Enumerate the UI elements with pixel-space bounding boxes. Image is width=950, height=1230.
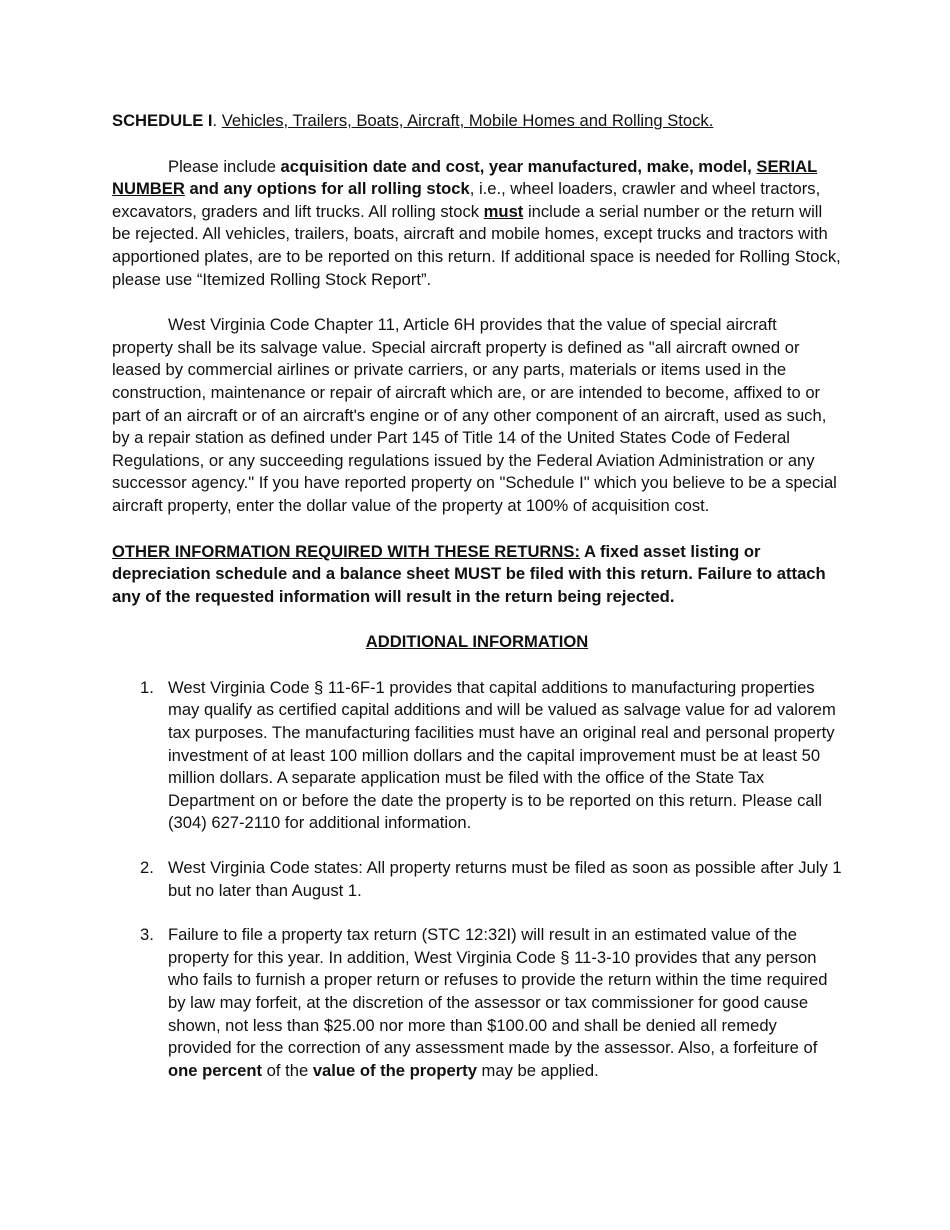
list-item-text-part: may be applied. <box>476 1060 599 1080</box>
list-item-text: West Virginia Code states: All property returns must be filed as soon as possible after July 1 but no later than August 1. <box>168 858 842 900</box>
rolling-serial-number: SERIAL NUMBER <box>112 156 818 199</box>
schedule-i-separator: . <box>212 111 222 130</box>
schedule-i-label: SCHEDULE I <box>112 111 213 130</box>
other-information-paragraph <box>112 541 842 609</box>
special-aircraft-paragraph: West Virginia Code Chapter 11, Article 6H provides that the value of special aircraft property shall be its salvage value. Special aircraft property is defined as "all aircraft owned or leased by commercial airlines or private carriers, or any parts, materials or items used in the construction, maintenance or repair of aircraft which are, or are intended to become, affixed to or part of an aircraft or of an aircraft's engine or of any other component of an aircraft, used as such, by a repair station as defined under Part 145 of Title 14 of the United States Code of Federal Regulations, or any succeeding regulations issued by the Federal Aviation Administration or any successor agency." If you have reported property on "Schedule I" which you believe to be a special aircraft property, enter the dollar value of the property at 100% of acquisition cost. <box>112 315 837 515</box>
one-percent-bold: one percent <box>168 1060 263 1080</box>
list-item <box>112 857 842 902</box>
document-page <box>112 110 842 1104</box>
value-of-property-bold: value of the property <box>312 1060 477 1080</box>
additional-information-list <box>112 677 842 1083</box>
schedule-i-heading <box>112 110 842 133</box>
list-item-text-part: of the <box>262 1060 313 1080</box>
rolling-must: must <box>483 201 524 221</box>
list-item <box>112 677 842 835</box>
list-item-text-part: Failure to file a property tax return (STC 12:32I) will result in an estimated value of the property for this year. In addition, West Virginia Code § 11-3-10 provides that any person who fails to furnish a proper return or refuses to provide the return within the time required by law may forfeit, at the discretion of the assessor or tax commissioner for good cause shown, not less than $25.00 nor more than $100.00 and shall be denied all remedy provided for the correction of any assessment made by the assessor. Also, a forfeiture of <box>168 925 828 1058</box>
other-information-heading: OTHER INFORMATION REQUIRED WITH THESE RETURNS: <box>112 541 580 561</box>
list-item-number: 3. <box>140 925 154 945</box>
list-item-text: West Virginia Code § 11-6F-1 provides that capital additions to manufacturing properties may qualify as certified capital additions and will be valued as salvage value for ad valorem tax purposes. The manufacturing facilities must have an original real and personal property investment of at least 100 million dollars and the capital improvement must be at least 50 million dollars. A separate application must be filed with the office of the State Tax Department on or before the date the property is to be reported on this return. Please call (304) 627-2110 for additional information. <box>168 677 836 833</box>
additional-information-heading: ADDITIONAL INFORMATION <box>365 632 589 652</box>
list-item-text <box>168 925 827 1080</box>
list-item <box>112 924 842 1082</box>
list-item-number: 2. <box>140 858 154 878</box>
rolling-stock-paragraph <box>112 156 842 292</box>
rolling-bold-1: acquisition date and cost, year manufactured, make, model, <box>280 156 757 176</box>
rolling-text-1: Please include <box>168 156 281 176</box>
rolling-bold-2: and any options for all rolling stock <box>184 179 470 199</box>
schedule-i-title: Vehicles, Trailers, Boats, Aircraft, Mobile Homes and Rolling Stock. <box>221 111 714 130</box>
other-information-body: A fixed asset listing or depreciation schedule and a balance sheet MUST be filed with this return. Failure to attach any of the requested information will result in the return being rejected. <box>112 541 826 606</box>
rolling-text-2: , i.e., wheel loaders, crawler and wheel tractors, excavators, graders and lift trucks. All rolling stock <box>112 179 821 221</box>
rolling-text-3: include a serial number or the return will be rejected. All vehicles, trailers, boats, aircraft and mobile homes, except trucks and tractors with apportioned plates, are to be reported on this return. If additional space is needed for Rolling Stock, please use “Itemized Rolling Stock Report”. <box>112 201 841 289</box>
list-item-number: 1. <box>140 677 154 697</box>
